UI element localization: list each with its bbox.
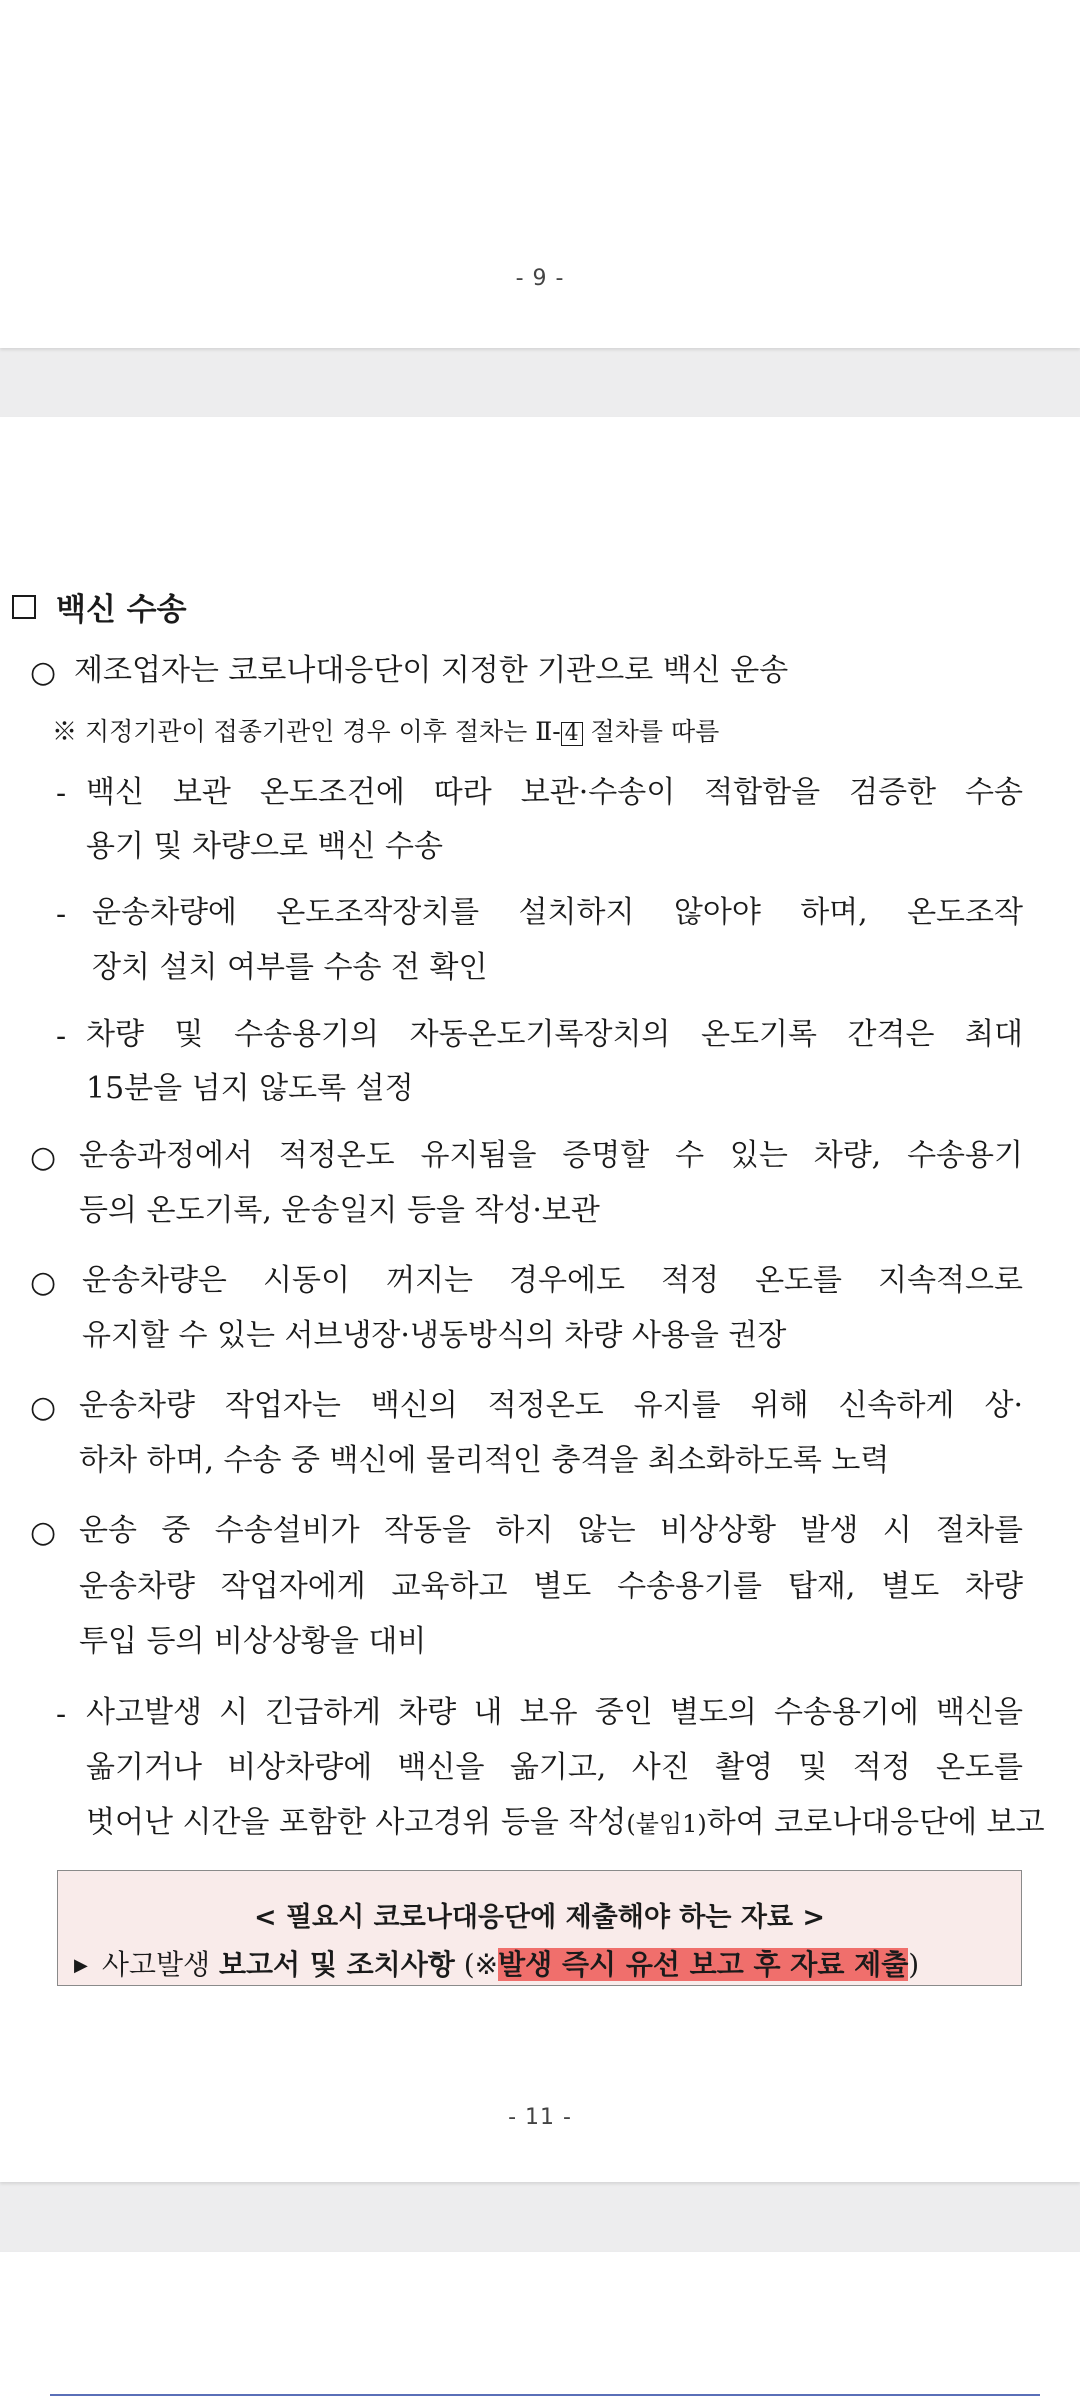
boxed-number: 4 — [561, 722, 583, 746]
item-3-line-2: 유지할 수 있는 서브냉장·냉동방식의 차량 사용을 권장 — [82, 1318, 787, 1353]
circle-bullet-icon: ○ — [30, 1265, 57, 1300]
item-4-line-2: 하차 하며, 수송 중 백신에 물리적인 충격을 최소화하도록 노력 — [79, 1443, 890, 1478]
page-number: - 11 - — [508, 2105, 572, 2130]
item-4-line-1: 운송차량 작업자는 백신의 적정온도 유지를 위해 신속하게 상· — [79, 1388, 1023, 1423]
dash-bullet: - — [56, 776, 67, 811]
attachment-ref: (붙임1) — [626, 1810, 707, 1838]
page-rule — [50, 2394, 1040, 2396]
item-5-line-1: 운송 중 수송설비가 작동을 하지 않는 비상상황 발생 시 절차를 — [79, 1513, 1023, 1548]
sub-4-line-3-a: 벗어난 시간을 포함한 사고경위 등을 작성 — [86, 1805, 627, 1840]
sub-4-line-3 — [86, 1805, 1045, 1840]
item-3-line-1: 운송차량은 시동이 꺼지는 경우에도 적정 온도를 지속적으로 — [82, 1263, 1023, 1298]
item-2-line-2: 등의 온도기록, 운송일지 등을 작성·보관 — [79, 1193, 600, 1228]
section-title — [12, 584, 187, 629]
section-title-text: 백신 수송 — [56, 592, 187, 628]
square-bullet-icon — [12, 595, 36, 619]
page-9 — [0, 0, 1080, 348]
sub-4-line-1: 사고발생 시 긴급하게 차량 내 보유 중인 별도의 수송용기에 백신을 — [86, 1695, 1023, 1730]
item-1: 제조업자는 코로나대응단이 지정한 기관으로 백신 운송 — [74, 653, 789, 688]
notice-box — [57, 1870, 1022, 1986]
notice-title: < 필요시 코로나대응단에 제출해야 하는 자료 > — [253, 1902, 826, 1933]
dash-bullet: - — [56, 897, 67, 932]
next-page — [0, 2252, 1080, 2400]
sub-3-line-2: 15분을 넘지 않도록 설정 — [86, 1071, 414, 1106]
notice-paren-close: ) — [908, 1948, 920, 1981]
sub-4-line-2: 옮기거나 비상차량에 백신을 옮기고, 사진 촬영 및 적정 온도를 — [86, 1750, 1023, 1785]
item-2-line-1: 운송과정에서 적정온도 유지됨을 증명할 수 있는 차량, 수송용기 — [79, 1138, 1023, 1173]
note-1-prefix: ※ 지정기관이 접종기관인 경우 이후 절차는 Ⅱ- — [52, 717, 561, 746]
item-5-line-3: 투입 등의 비상상황을 대비 — [79, 1624, 427, 1659]
notice-row-bold: 보고서 및 조치사항 — [218, 1948, 455, 1981]
notice-paren-open: (※ — [454, 1948, 499, 1981]
notice-row — [74, 1943, 919, 1983]
dash-bullet: - — [56, 1019, 67, 1054]
sub-2-line-1: 운송차량에 온도조작장치를 설치하지 않아야 하며, 온도조작 — [92, 895, 1023, 930]
notice-highlight: 발생 즉시 유선 보고 후 자료 제출 — [498, 1948, 909, 1981]
circle-bullet-icon: ○ — [30, 655, 57, 690]
page-number: - 9 - — [515, 266, 565, 291]
sub-3-line-1: 차량 및 수송용기의 자동온도기록장치의 온도기록 간격은 최대 — [86, 1017, 1023, 1052]
sub-1-line-1: 백신 보관 온도조건에 따라 보관·수송이 적합함을 검증한 수송 — [86, 775, 1023, 810]
dash-bullet: - — [56, 1697, 67, 1732]
note-1-suffix: 절차를 따름 — [582, 717, 720, 746]
sub-4-line-3-b: 하여 코로나대응단에 보고 — [706, 1805, 1045, 1840]
notice-row-label: 사고발생 — [101, 1948, 219, 1981]
triangle-bullet-icon: ▶ — [74, 1955, 88, 1976]
item-5-line-2: 운송차량 작업자에게 교육하고 별도 수송용기를 탑재, 별도 차량 — [79, 1569, 1023, 1604]
sub-1-line-2: 용기 및 차량으로 백신 수송 — [86, 829, 443, 864]
circle-bullet-icon: ○ — [30, 1390, 57, 1425]
circle-bullet-icon: ○ — [30, 1140, 57, 1175]
note-1 — [52, 719, 719, 746]
circle-bullet-icon: ○ — [30, 1515, 57, 1550]
sub-2-line-2: 장치 설치 여부를 수송 전 확인 — [92, 950, 488, 985]
